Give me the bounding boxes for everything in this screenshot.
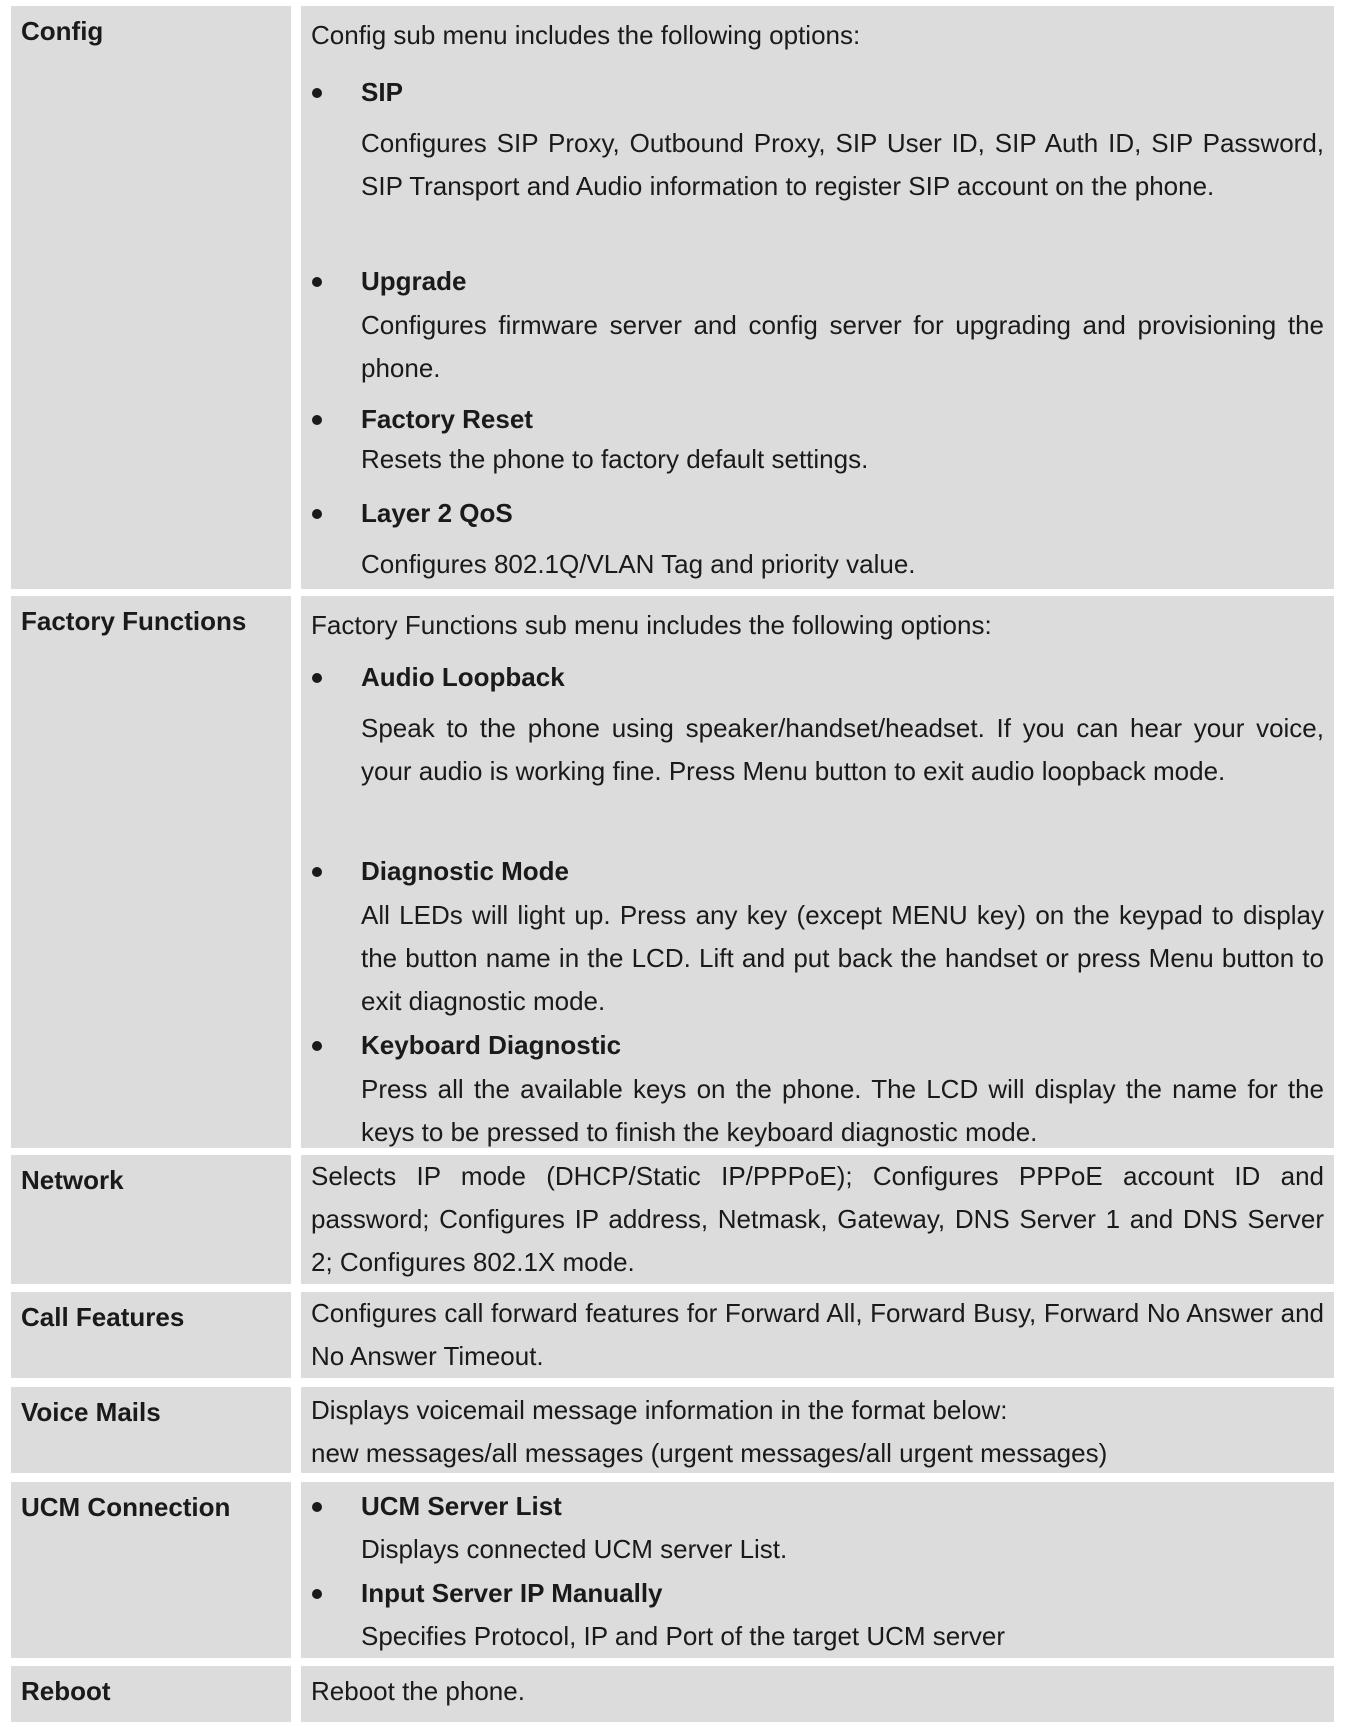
call-desc: Configures call forward features for Forward All, Forward Busy, Forward No Answer and No Answer Timeout. (311, 1298, 1324, 1371)
row-label-factory-functions: Factory Functions (21, 606, 247, 636)
bullet-icon (312, 1589, 322, 1599)
ucm-item-server-list-title: UCM Server List (361, 1491, 562, 1521)
call-desc-cell (301, 1292, 1334, 1378)
config-intro: Config sub menu includes the following options: (311, 20, 861, 50)
voicemail-desc-cell (301, 1387, 1334, 1473)
reboot-desc: Reboot the phone. (311, 1676, 525, 1706)
factory-item-keyboard-title: Keyboard Diagnostic (361, 1030, 622, 1060)
ucm-label-cell (11, 1482, 291, 1658)
bullet-icon (312, 1502, 322, 1512)
factory-item-loopback-title: Audio Loopback (361, 662, 565, 692)
factory-intro: Factory Functions sub menu includes the following options: (311, 610, 992, 640)
factory-desc-cell (301, 596, 1334, 1148)
row-label-config: Config (21, 16, 104, 46)
config-item-factory-reset-desc: Resets the phone to factory default settings. (361, 444, 869, 474)
reboot-label-cell (11, 1666, 291, 1722)
voicemail-line-2: new messages/all messages (urgent messages/all urgent messages) (311, 1438, 1108, 1468)
bullet-icon (312, 867, 322, 877)
bullet-icon (312, 88, 322, 98)
voicemail-line-1: Displays voicemail message information in the format below: (311, 1395, 1008, 1425)
row-label-reboot: Reboot (21, 1676, 111, 1706)
factory-item-keyboard-desc: Press all the available keys on the phone. The LCD will display the name for the keys to be pressed to finish the keyboard diagnostic mode. (361, 1074, 1324, 1147)
bullet-icon (312, 509, 322, 519)
factory-item-loopback-desc: Speak to the phone using speaker/handset/headset. If you can hear your voice, your audio is working fine. Press Menu button to exit audio loopback mode. (361, 713, 1324, 786)
row-label-network: Network (21, 1165, 124, 1195)
network-desc-cell (301, 1155, 1334, 1284)
row-label-call-features: Call Features (21, 1302, 185, 1332)
config-item-qos-desc: Configures 802.1Q/VLAN Tag and priority value. (361, 549, 916, 579)
factory-item-diagnostic-desc: All LEDs will light up. Press any key (except MENU key) on the keypad to display the button name in the LCD. Lift and put back the handset or press Menu button to exit diagnostic mode. (361, 900, 1324, 1016)
config-label-cell (11, 6, 291, 589)
bullet-icon (312, 673, 322, 683)
ucm-item-input-ip-title: Input Server IP Manually (361, 1578, 663, 1608)
ucm-item-server-list-desc: Displays connected UCM server List. (361, 1534, 788, 1564)
row-label-voice-mails: Voice Mails (21, 1397, 161, 1427)
bullet-icon (312, 277, 322, 287)
bullet-icon (312, 415, 322, 425)
bullet-icon (312, 1041, 322, 1051)
reboot-desc-cell (301, 1666, 1334, 1722)
network-label-cell (11, 1155, 291, 1284)
config-item-sip-desc: Configures SIP Proxy, Outbound Proxy, SIP User ID, SIP Auth ID, SIP Password, SIP Transport and Audio information to register SIP account on the phone. (361, 128, 1324, 201)
factory-item-diagnostic-title: Diagnostic Mode (361, 856, 570, 886)
factory-label-cell (11, 596, 291, 1148)
row-label-ucm-connection: UCM Connection (21, 1492, 231, 1522)
config-item-sip-title: SIP (361, 77, 403, 107)
ucm-desc-cell (301, 1482, 1334, 1658)
config-desc-cell (301, 6, 1334, 589)
config-item-qos-title: Layer 2 QoS (361, 498, 513, 528)
network-desc: Selects IP mode (DHCP/Static IP/PPPoE); Configures PPPoE account ID and password; Configures IP address, Netmask, Gateway, DNS Server 1 and DNS Server 2; Configures 802.1X mode. (311, 1161, 1324, 1277)
config-item-upgrade-desc: Configures firmware server and config server for upgrading and provisioning the phone. (361, 310, 1324, 383)
config-item-upgrade-title: Upgrade (361, 266, 467, 296)
call-label-cell (11, 1292, 291, 1378)
ucm-item-input-ip-desc: Specifies Protocol, IP and Port of the target UCM server (361, 1621, 1006, 1651)
voicemail-label-cell (11, 1387, 291, 1473)
config-item-factory-reset-title: Factory Reset (361, 404, 533, 434)
